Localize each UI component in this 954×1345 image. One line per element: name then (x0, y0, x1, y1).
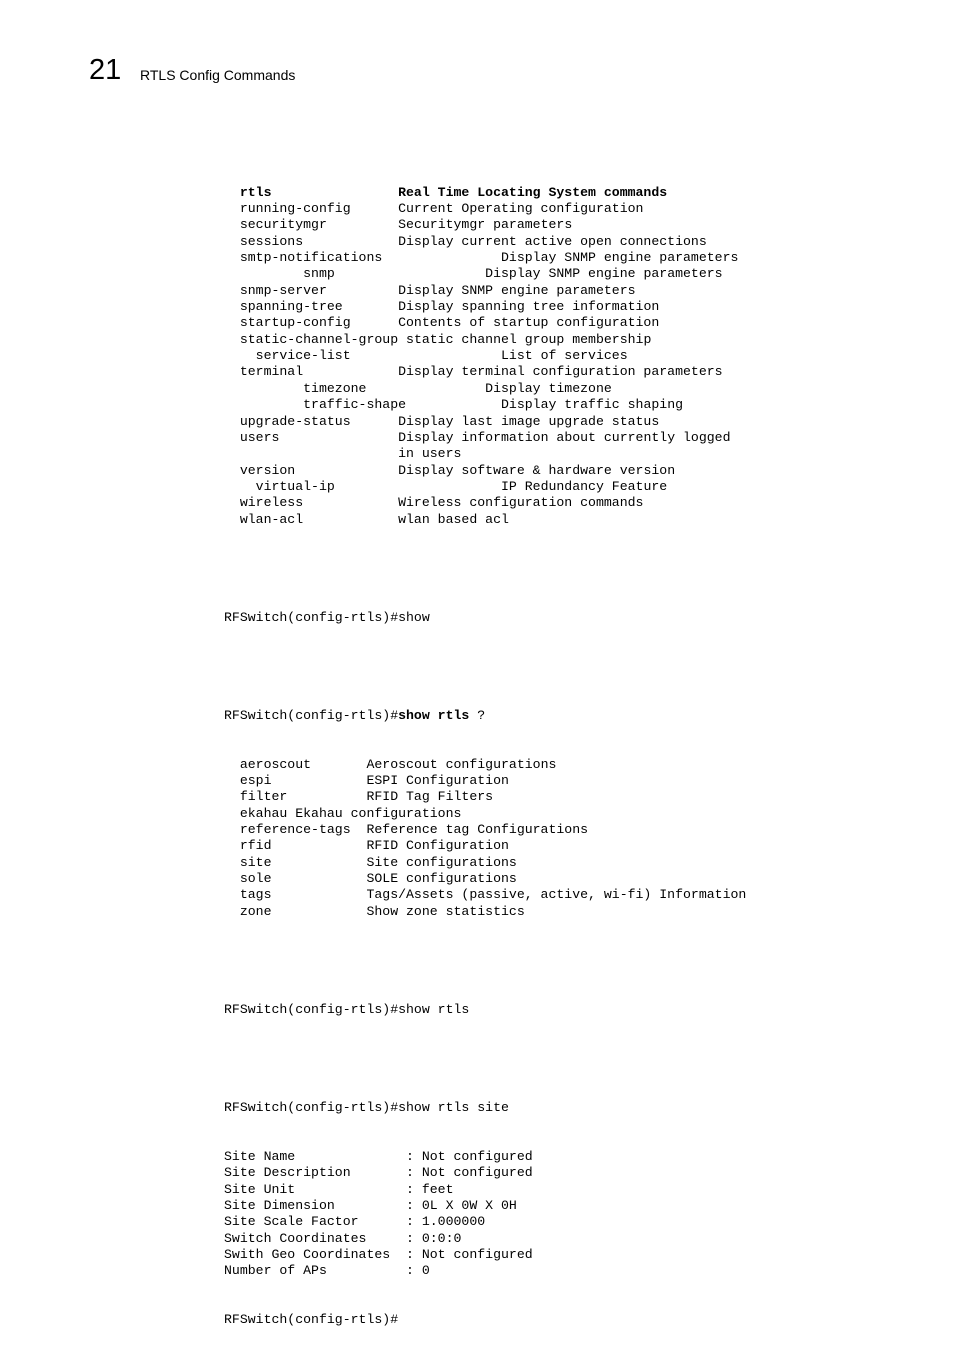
cli-line (224, 283, 746, 299)
command-name: users (239, 429, 280, 445)
option-description: Site configurations (366, 854, 517, 870)
site-field-value: : Not configured (406, 1148, 533, 1164)
command-name: snmp-server (239, 282, 327, 298)
cli-line (224, 1149, 746, 1165)
option-name: reference-tags (239, 822, 351, 838)
command-name: startup-config (239, 315, 351, 331)
chapter-title: RTLS Config Commands (140, 67, 296, 83)
command-description: Securitymgr parameters (398, 217, 573, 233)
command-name: upgrade-status (239, 413, 351, 429)
command-description: Display timezone (485, 380, 612, 396)
cli-line (224, 855, 746, 871)
chapter-number: 21 (89, 54, 122, 86)
cli-line (224, 381, 746, 397)
cli-line (224, 1231, 746, 1247)
show-rtls-options-list (224, 757, 746, 920)
option-description: RFID Configuration (366, 838, 509, 854)
option-description: RFID Tag Filters (366, 789, 494, 805)
cli-line (224, 1247, 746, 1263)
option-name: rfid (239, 838, 272, 854)
option-name: aeroscout (239, 756, 312, 772)
cli-line (224, 1198, 746, 1214)
option-description: ESPI Configuration (366, 773, 509, 789)
site-field-label: Swith Geo Coordinates (224, 1247, 391, 1263)
cli-line (224, 1263, 746, 1279)
cli-line (224, 822, 746, 838)
site-field-label: Site Dimension (224, 1198, 335, 1213)
cli-line (224, 250, 746, 266)
cli-line (224, 806, 746, 822)
site-field-value: : Not configured (406, 1165, 533, 1181)
cli-line (224, 773, 746, 789)
site-field-label: Site Description (224, 1165, 351, 1181)
cli-line (224, 495, 746, 511)
command-description: Display SNMP engine parameters (398, 282, 636, 298)
command-name: smtp-notifications (239, 250, 383, 266)
cli-line (224, 446, 746, 462)
command-name: static-channel-group (239, 331, 399, 347)
final-prompt: RFSwitch(config-rtls)# (224, 1312, 399, 1328)
command-description: Contents of startup configuration (398, 315, 660, 331)
command-name: wlan-acl (239, 511, 304, 527)
cli-line (224, 201, 746, 217)
command-description: Display terminal configuration parameters (398, 364, 723, 380)
command-description: in users (398, 446, 462, 462)
command-name: rtls (239, 184, 272, 200)
site-field-label: Site Name (224, 1148, 296, 1164)
show-command-list (224, 185, 746, 528)
option-description: Tags/Assets (passive, active, wi-fi) Information (366, 887, 747, 903)
command-name: spanning-tree (239, 299, 343, 315)
command-name: sessions (239, 233, 304, 249)
cli-line (224, 789, 746, 805)
cli-line (224, 332, 746, 348)
command-name: terminal (239, 364, 304, 380)
cli-line (224, 1214, 746, 1230)
command-name: wireless (239, 495, 304, 511)
prompt-show-rtls-help (224, 708, 746, 724)
option-description: Aeroscout configurations (366, 756, 557, 772)
prompt-show-rtls: RFSwitch(config-rtls)#show rtls (224, 1001, 470, 1017)
site-field-value: : 1.000000 (406, 1214, 486, 1230)
command-name: version (239, 462, 296, 478)
command-description: Display software & hardware version (398, 462, 676, 478)
cli-line (224, 348, 746, 364)
cli-line (224, 463, 746, 479)
option-name: espi (239, 773, 272, 789)
cli-line (224, 1165, 746, 1181)
option-name: site (239, 854, 272, 870)
command-description: Wireless configuration commands (398, 495, 644, 511)
option-description: SOLE configurations (366, 871, 517, 887)
cli-output-block (224, 152, 746, 1345)
cli-line (224, 185, 746, 201)
command-description: Display information about currently logged (398, 429, 731, 445)
cli-line (224, 430, 746, 446)
prompt-prefix: RFSwitch(config-rtls)# (224, 707, 399, 723)
site-field-value: : feet (406, 1181, 454, 1197)
site-field-label: Number of APs (224, 1263, 327, 1279)
cli-line (224, 838, 746, 854)
site-field-value: : 0L X 0W X 0H (406, 1198, 517, 1213)
option-description: Reference tag Configurations (366, 822, 589, 838)
cli-line (224, 364, 746, 380)
cli-line (224, 217, 746, 233)
command-name: traffic-shape (303, 397, 407, 413)
cli-line (224, 512, 746, 528)
site-info-list (224, 1149, 746, 1280)
cli-line (224, 479, 746, 495)
cli-line (224, 904, 746, 920)
command-name: timezone (303, 380, 367, 396)
cli-line (224, 871, 746, 887)
command-name: virtual-ip (255, 478, 335, 494)
option-name: tags (239, 887, 272, 903)
cli-line (224, 315, 746, 331)
option-name: filter (239, 789, 288, 805)
command-name: running-config (239, 201, 351, 217)
command-description: static channel group membership (406, 331, 652, 347)
cli-line (224, 299, 746, 315)
site-field-label: Site Scale Factor (224, 1214, 359, 1230)
cli-line (224, 757, 746, 773)
site-field-value: : Not configured (406, 1247, 533, 1263)
command-description: Display SNMP engine parameters (501, 250, 739, 266)
option-name: zone (239, 903, 272, 919)
command-description: wlan based acl (398, 511, 509, 527)
command-description: List of services (501, 348, 628, 364)
command-description: IP Redundancy Feature (501, 478, 668, 494)
command-description: Real Time Locating System commands (398, 184, 668, 200)
cli-line (224, 397, 746, 413)
cli-line (224, 266, 746, 282)
option-description: Show zone statistics (366, 903, 525, 919)
prompt-show-rtls-site: RFSwitch(config-rtls)#show rtls site (224, 1099, 509, 1115)
command-name: securitymgr (239, 217, 327, 233)
command-name: snmp (303, 266, 335, 282)
command-description: Display last image upgrade status (398, 413, 660, 429)
site-field-label: Site Unit (224, 1181, 296, 1197)
command-description: Current Operating configuration (398, 201, 644, 217)
option-name: ekahau Ekahau configurations (239, 805, 462, 821)
site-field-value: : 0:0:0 (406, 1230, 462, 1246)
command-description: Display spanning tree information (398, 299, 660, 315)
prompt-show: RFSwitch(config-rtls)#show (224, 609, 430, 625)
cli-line (224, 1182, 746, 1198)
option-name: sole (239, 871, 272, 887)
prompt-suffix: ? (469, 707, 486, 723)
cli-line (224, 414, 746, 430)
site-field-label: Switch Coordinates (224, 1230, 367, 1246)
cli-line (224, 887, 746, 903)
site-field-value: : 0 (406, 1263, 430, 1279)
command-description: Display SNMP engine parameters (485, 266, 723, 282)
command-description: Display current active open connections (398, 233, 707, 249)
command-description: Display traffic shaping (501, 397, 684, 413)
cli-line (224, 234, 746, 250)
command-name: service-list (255, 348, 351, 364)
prompt-command: show rtls (398, 707, 470, 723)
